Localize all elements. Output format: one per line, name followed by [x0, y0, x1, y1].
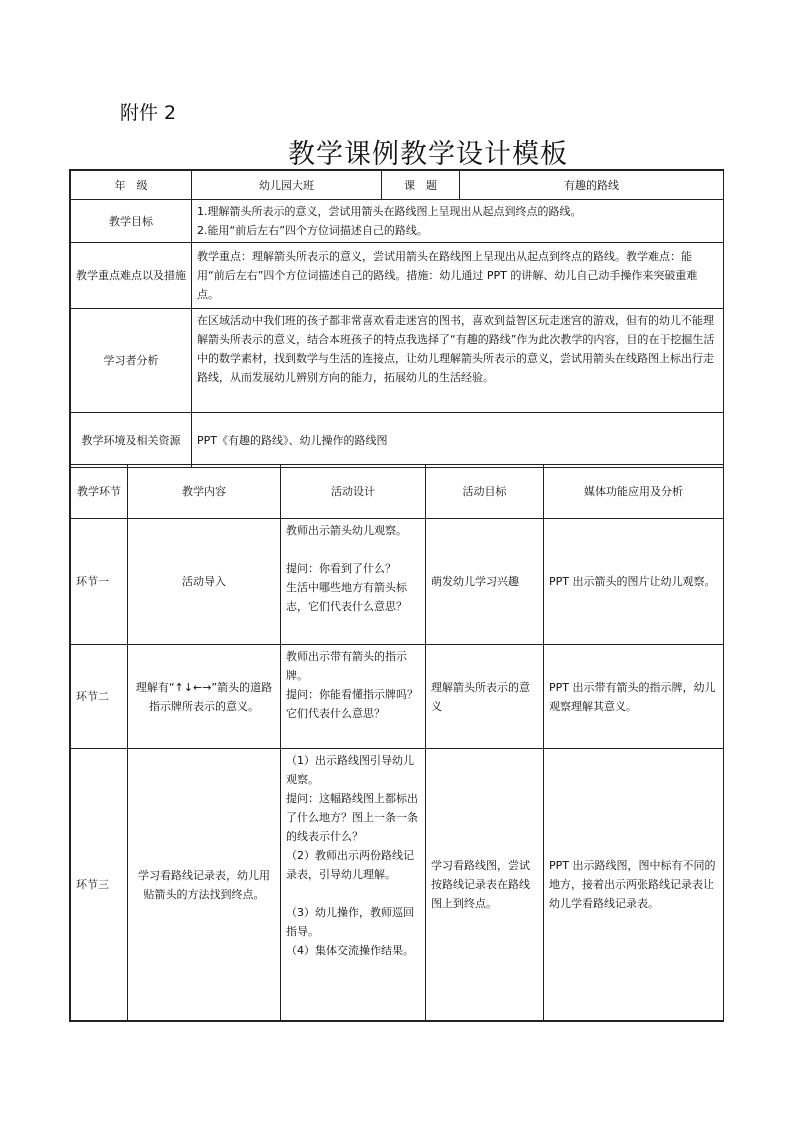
resources-row	[71, 413, 724, 468]
header-design: 活动设计	[281, 465, 426, 519]
learner-value: 在区域活动中我们班的孩子都非常喜欢看走迷宫的图书，喜欢到益智区玩走迷宫的游戏，但有的幼儿不能理解箭头所表示的意义，结合本班孩子的特点我选择了“有趣的路线”作为此次教学的内容，目的在于挖掘生活中的数学素材，找到数学与生活的连接点，让幼儿理解箭头所表示的意义，尝试用箭头在线路图上标出行走路线，从而发展幼儿辨别方向的能力，拓展幼儿的生活经验。	[192, 309, 724, 413]
info-table	[70, 170, 724, 468]
keypoints-label: 教学重点难点以及措施	[71, 243, 192, 309]
table-row	[71, 645, 724, 749]
topic-label: 课 题	[382, 171, 460, 200]
topic-value: 有趣的路线	[460, 171, 724, 200]
goals-label: 教学目标	[71, 200, 192, 243]
stage-label: 环节二	[71, 645, 128, 749]
header-stage: 教学环节	[71, 465, 128, 519]
design-cell: （1）出示路线图引导幼儿观察。 提问：这幅路线图上都标出了什么地方？图上一条一条的线表示什么？ （2）教师出示两份路线记录表，引导幼儿理解。 （3）幼儿操作，教师巡回指导。 （4）集体交流操作结果。	[281, 749, 426, 1021]
grade-value: 幼儿园大班	[192, 171, 382, 200]
process-table	[70, 464, 724, 1021]
stage-label: 环节一	[71, 519, 128, 645]
media-cell: PPT 出示带有箭头的指示牌，幼儿观察理解其意义。	[544, 645, 724, 749]
design-cell: 教师出示带有箭头的指示牌。 提问：你能看懂指示牌吗？它们代表什么意思？	[281, 645, 426, 749]
content-cell: 活动导入	[128, 519, 281, 645]
design-cell: 教师出示箭头幼儿观察。 提问：你看到了什么？ 生活中哪些地方有箭头标志，它们代表什么意思？	[281, 519, 426, 645]
attachment-label: 附件 2	[120, 102, 177, 124]
stage-label: 环节三	[71, 749, 128, 1021]
media-cell: PPT 出示箭头的图片让幼儿观察。	[544, 519, 724, 645]
header-content: 教学内容	[128, 465, 281, 519]
keypoints-value: 教学重点：理解箭头所表示的意义，尝试用箭头在路线图上呈现出从起点到终点的路线。教学难点：能用“前后左右”四个方位词描述自己的路线。措施：幼儿通过 PPT 的讲解、幼儿自己动手操作来突破重难点。	[192, 243, 724, 309]
goal-cell: 学习看路线图，尝试按路线记录表在路线图上到终点。	[426, 749, 544, 1021]
resources-label: 教学环境及相关资源	[71, 413, 192, 468]
header-goal: 活动目标	[426, 465, 544, 519]
page-title: 教学课例教学设计模板	[288, 139, 568, 170]
grade-topic-row	[71, 171, 724, 200]
goals-row	[71, 200, 724, 243]
goal-cell: 萌发幼儿学习兴趣	[426, 519, 544, 645]
learner-label: 学习者分析	[71, 309, 192, 413]
goals-value: 1.理解箭头所表示的意义，尝试用箭头在路线图上呈现出从起点到终点的路线。 2.能用“前后左右”四个方位词描述自己的路线。	[192, 200, 724, 243]
learner-row	[71, 309, 724, 413]
media-cell: PPT 出示路线图，图中标有不同的地方，接着出示两张路线记录表让幼儿学看路线记录表。	[544, 749, 724, 1021]
content-cell: 学习看路线记录表，幼儿用贴箭头的方法找到终点。	[128, 749, 281, 1021]
keypoints-row	[71, 243, 724, 309]
table-row	[71, 519, 724, 645]
grade-label: 年 级	[71, 171, 192, 200]
content-cell: 理解有“↑↓←→”箭头的道路指示牌所表示的意义。	[128, 645, 281, 749]
goal-cell: 理解箭头所表示的意义	[426, 645, 544, 749]
process-header-row	[71, 465, 724, 519]
header-media: 媒体功能应用及分析	[544, 465, 724, 519]
table-row	[71, 749, 724, 1021]
resources-value: PPT《有趣的路线》、幼儿操作的路线图	[192, 413, 724, 468]
